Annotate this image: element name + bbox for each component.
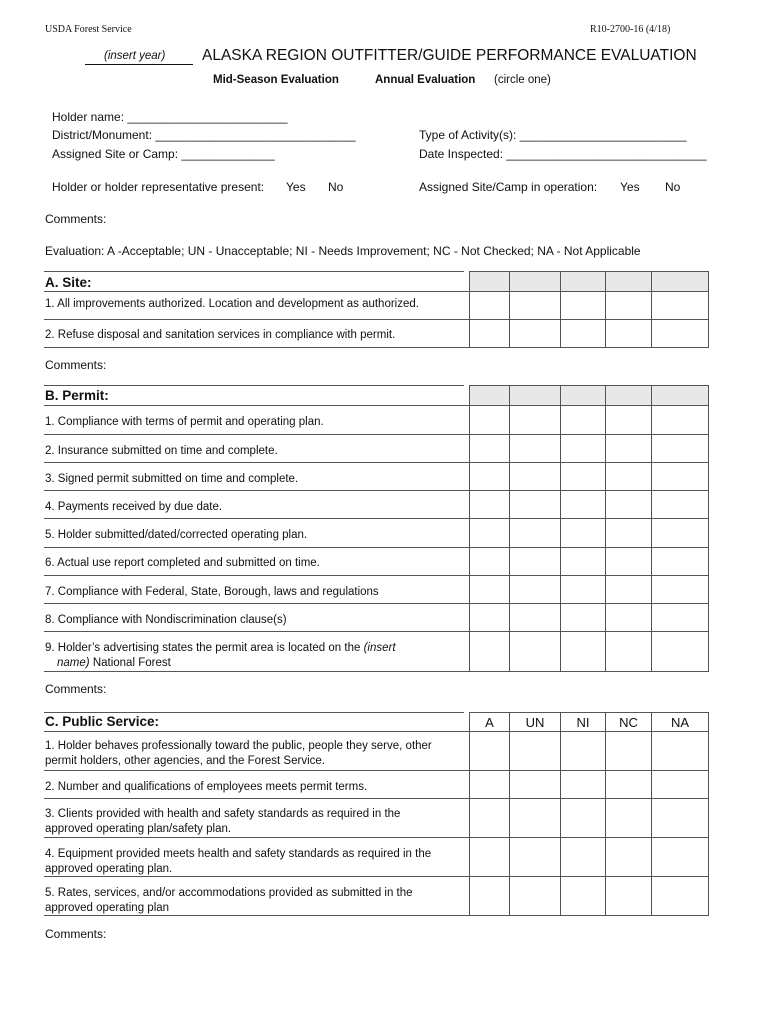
agency-label: USDA Forest Service — [45, 24, 132, 35]
evaluation-key: Evaluation: A -Acceptable; UN - Unacceptable; NI - Needs Improvement; NC - Not Checked; NA - Not Applicable — [45, 244, 641, 258]
mid-season-option[interactable]: Mid-Season Evaluation — [213, 74, 339, 86]
public-4-rating-cells[interactable] — [470, 838, 708, 876]
permit-7-rating-cells[interactable] — [470, 576, 708, 603]
year-placeholder: (insert year) — [104, 50, 166, 62]
section-site-title: A. Site: — [45, 275, 92, 290]
public-item-1: 1. Holder behaves professionally toward the public, people they serve, other permit holders, other agencies, and the Forest Service. — [45, 740, 432, 767]
section-public-title: C. Public Service: — [45, 714, 160, 729]
comments-permit: Comments: — [45, 682, 107, 696]
permit-1-rating-cells[interactable] — [470, 406, 708, 434]
permit-item-4: 4. Payments received by due date. — [45, 501, 223, 513]
site-1-ni-cell[interactable] — [561, 292, 605, 319]
holder-present-yes[interactable]: Yes — [286, 180, 306, 194]
site-2-nc-cell[interactable] — [606, 320, 651, 347]
permit-item-9-line2: name) National Forest — [57, 657, 171, 669]
column-header-na: NA — [670, 715, 690, 730]
permit-8-rating-cells[interactable] — [470, 604, 708, 631]
annual-option[interactable]: Annual Evaluation — [375, 74, 476, 86]
site-operation-no[interactable]: No — [665, 180, 681, 194]
site-item-2: 2. Refuse disposal and sanitation services in compliance with permit. — [45, 329, 396, 341]
public-2-rating-cells[interactable] — [470, 771, 708, 798]
permit-item-9-line1: 9. Holder’s advertising states the permit area is located on the (insert — [45, 642, 396, 654]
site-2-ni-cell[interactable] — [561, 320, 605, 347]
public-item-5: 5. Rates, services, and/or accommodations provided as submitted in the approved operating plan — [45, 887, 413, 914]
column-header-un: UN — [525, 715, 545, 730]
public-3-rating-cells[interactable] — [470, 799, 708, 837]
section-permit-title: B. Permit: — [45, 388, 109, 403]
site-operation-label: Assigned Site/Camp in operation: — [419, 180, 598, 194]
page-title: ALASKA REGION OUTFITTER/GUIDE PERFORMANCE EVALUATION — [202, 47, 697, 64]
permit-item-7: 7. Compliance with Federal, State, Borough, laws and regulations — [45, 586, 379, 598]
permit-item-6: 6. Actual use report completed and submitted on time. — [45, 557, 320, 569]
site-1-na-cell[interactable] — [652, 292, 708, 319]
public-5-rating-cells[interactable] — [470, 877, 708, 915]
public-item-2: 2. Number and qualifications of employees meets permit terms. — [45, 781, 368, 793]
site-item-1: 1. All improvements authorized. Location and development as authorized. — [45, 298, 419, 310]
date-inspected-field[interactable]: Date Inspected: ______________________________ — [419, 147, 707, 161]
public-item-3: 3. Clients provided with health and safety standards as required in the approved operating plan/safety plan. — [45, 808, 401, 835]
permit-item-3: 3. Signed permit submitted on time and complete. — [45, 473, 299, 485]
permit-5-rating-cells[interactable] — [470, 519, 708, 547]
site-1-nc-cell[interactable] — [606, 292, 651, 319]
holder-present-no[interactable]: No — [328, 180, 344, 194]
site-2-a-cell[interactable] — [470, 320, 509, 347]
permit-item-8: 8. Compliance with Nondiscrimination clause(s) — [45, 614, 287, 626]
permit-3-rating-cells[interactable] — [470, 463, 708, 490]
public-item-4: 4. Equipment provided meets health and safety standards as required in the approved operating plan. — [45, 848, 432, 875]
permit-item-5: 5. Holder submitted/dated/corrected operating plan. — [45, 529, 308, 541]
site-2-na-cell[interactable] — [652, 320, 708, 347]
public-1-rating-cells[interactable] — [470, 732, 708, 770]
holder-name-field[interactable]: Holder name: ________________________ — [52, 110, 288, 124]
permit-item-2: 2. Insurance submitted on time and complete. — [45, 445, 278, 457]
column-header-ni: NI — [576, 715, 590, 730]
year-field[interactable] — [85, 50, 193, 65]
site-operation-yes[interactable]: Yes — [620, 180, 640, 194]
site-2-un-cell[interactable] — [510, 320, 560, 347]
circle-one-note: (circle one) — [494, 74, 551, 86]
form-number: R10-2700-16 (4/18) — [590, 24, 671, 35]
permit-item-1: 1. Compliance with terms of permit and operating plan. — [45, 416, 324, 428]
activity-type-field[interactable]: Type of Activity(s): _________________________ — [419, 128, 687, 142]
site-1-a-cell[interactable] — [470, 292, 509, 319]
permit-2-rating-cells[interactable] — [470, 435, 708, 462]
permit-9-rating-cells[interactable] — [470, 632, 708, 671]
comments-general: Comments: — [45, 212, 107, 226]
holder-present-label: Holder or holder representative present: — [52, 180, 265, 194]
assigned-site-field[interactable]: Assigned Site or Camp: ______________ — [52, 147, 275, 161]
permit-4-rating-cells[interactable] — [470, 491, 708, 518]
column-header-nc: NC — [619, 715, 638, 730]
column-header-a: A — [485, 715, 494, 730]
comments-public: Comments: — [45, 927, 107, 941]
permit-6-rating-cells[interactable] — [470, 548, 708, 575]
site-1-un-cell[interactable] — [510, 292, 560, 319]
district-field[interactable]: District/Monument: ______________________________ — [52, 128, 356, 142]
comments-site: Comments: — [45, 358, 107, 372]
